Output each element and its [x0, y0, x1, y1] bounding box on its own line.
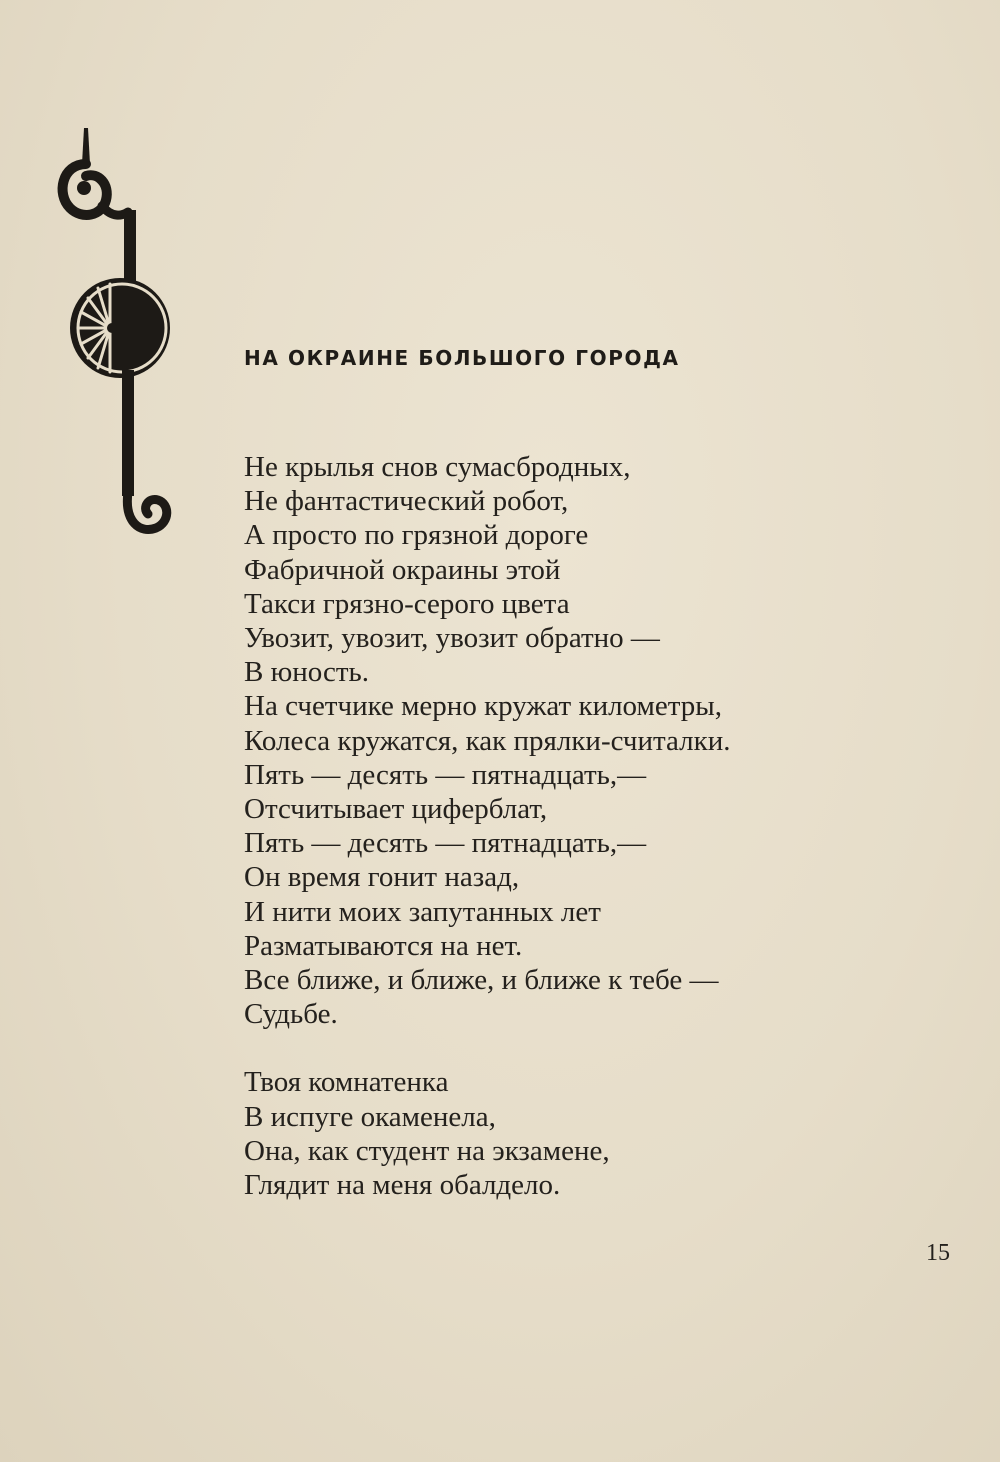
poem-line: Такси грязно-серого цвета [244, 587, 570, 620]
poem-line: Пять — десять — пятнадцать,— [244, 758, 647, 791]
poem-line: Разматываются на нет. [244, 929, 523, 962]
poem-line: В испуге окаменела, [244, 1100, 496, 1133]
stanza-2 [244, 1065, 731, 1202]
poem-title: НА ОКРАИНЕ БОЛЬШОГО ГОРОДА [244, 346, 680, 370]
poem-line: В юность. [244, 656, 370, 689]
poem-line: Он время гонит назад, [244, 861, 520, 894]
poem-line: Фабричной окраины этой [244, 553, 561, 586]
poem-line: На счетчике мерно кружат километры, [244, 690, 722, 723]
poem-line: Пять — десять — пятнадцать,— [244, 827, 647, 860]
poem-line: И нити моих запутанных лет [244, 895, 601, 928]
decorative-ornament-icon [40, 120, 200, 550]
poem-line: Увозит, увозит, увозит обратно — [244, 622, 660, 655]
poem-line: Судьбе. [244, 998, 338, 1031]
poem-line: Она, как студент на экзамене, [244, 1134, 610, 1167]
poem-line: Твоя комнатенка [244, 1066, 449, 1099]
page-number: 15 [926, 1240, 950, 1266]
poem-line: Все ближе, и ближе, и ближе к тебе — [244, 964, 719, 997]
poem-line: Колеса кружатся, как прялки-считалки. [244, 724, 731, 757]
poem-line: Не фантастический робот, [244, 485, 569, 518]
poem-line: Глядит на меня обалдело. [244, 1169, 561, 1202]
stanza-1 [244, 450, 731, 1031]
poem-line: Не крылья снов сумасбродных, [244, 451, 631, 483]
poem-line: Отсчитывает циферблат, [244, 793, 548, 826]
poem-line: А просто по грязной дороге [244, 519, 589, 552]
poem-body [244, 450, 731, 1202]
